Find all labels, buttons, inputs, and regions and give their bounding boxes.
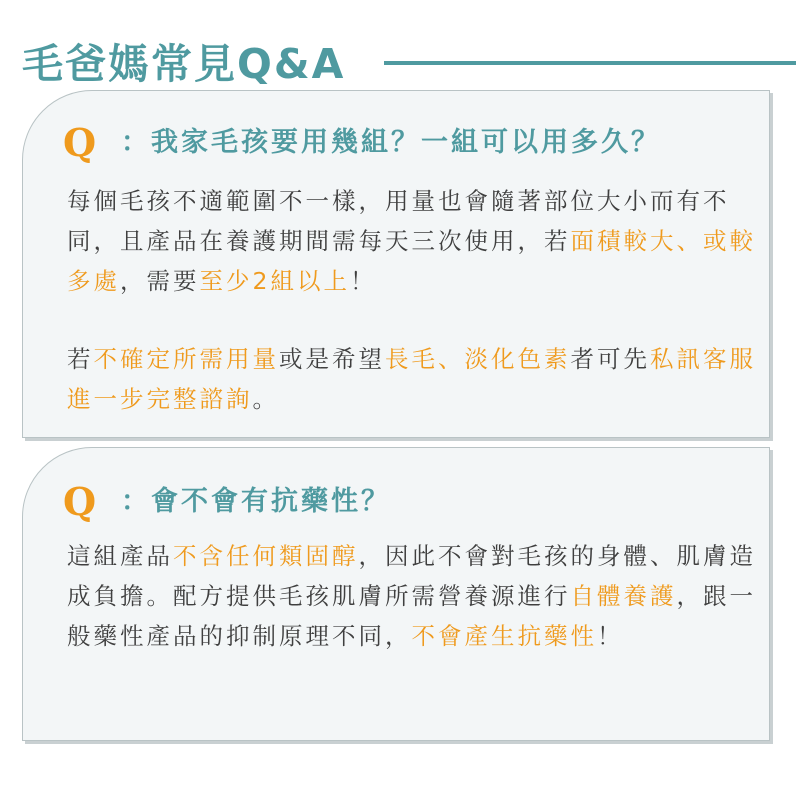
faq-question-row <box>63 478 391 526</box>
faq-question: ：我家毛孩要用幾組？一組可以用多久？ <box>121 127 661 158</box>
faq-card-2 <box>22 447 770 741</box>
answer-highlight: 自體養護 <box>570 582 677 610</box>
q-icon: Q <box>63 120 97 165</box>
page-title: 毛爸媽常見Q&A <box>22 40 346 88</box>
answer-text: ！ <box>597 622 624 650</box>
faq-answer <box>67 536 757 656</box>
answer-highlight: 面積較大、或較多處 <box>67 227 756 295</box>
faq-question: ：會不會有抗藥性？ <box>121 486 391 517</box>
answer-text: 每個毛孩不適範圍不一樣，用量也會隨著部位大小而有不同，且產品在養護期間需每天三次使用，若 <box>67 187 730 255</box>
answer-text: ，因此不會對毛孩的身體、肌膚造成負擔。配方提供毛孩肌膚所需營養源進行 <box>67 542 756 610</box>
answer-text: 或是希望 <box>279 345 385 373</box>
answer-paragraph <box>67 536 757 656</box>
header <box>22 36 782 92</box>
answer-highlight: 不含任何類固醇 <box>173 542 359 570</box>
answer-text: ，需要 <box>120 267 200 295</box>
answer-text: ，跟一般藥性產品的抑制原理不同， <box>67 582 756 650</box>
answer-highlight: 不會產生抗藥性 <box>411 622 597 650</box>
answer-paragraph <box>67 181 757 301</box>
faq-answer <box>67 181 757 419</box>
title-divider <box>384 61 796 65</box>
q-icon: Q <box>63 479 97 524</box>
answer-highlight: 至少2組以上 <box>199 267 350 295</box>
answer-highlight: 長毛、淡化色素 <box>385 345 571 373</box>
answer-text: 若 <box>67 345 94 373</box>
faq-card-1 <box>22 90 770 438</box>
answer-text: 。 <box>252 385 279 413</box>
answer-text: ！ <box>349 267 377 295</box>
answer-text: 者可先 <box>570 345 650 373</box>
answer-highlight: 不確定所需用量 <box>93 345 279 373</box>
answer-highlight: 私訊客服進一步完整諮詢 <box>67 345 756 413</box>
answer-paragraph <box>67 339 757 419</box>
faq-question-row <box>63 119 661 167</box>
answer-text: 這組產品 <box>67 542 173 570</box>
